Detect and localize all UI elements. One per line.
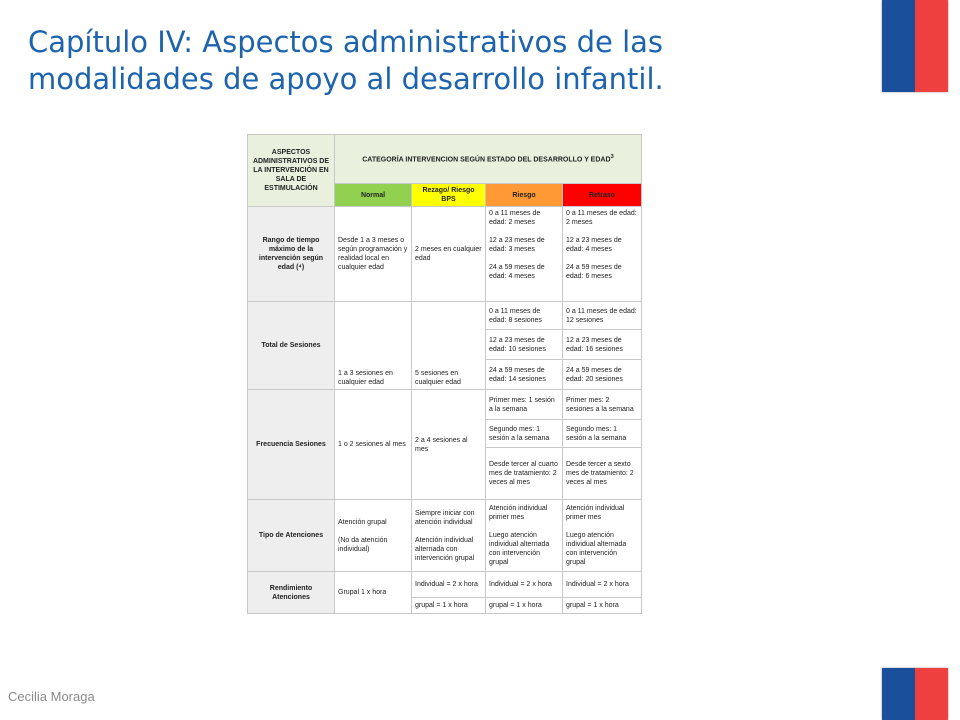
header-categoria-text: CATEGORÍA INTERVENCION SEGÚN ESTADO DEL DESARROLLO Y EDAD bbox=[362, 156, 611, 164]
row-label-tipo: Tipo de Atenciones bbox=[248, 500, 335, 572]
flag-logo-bottom bbox=[882, 668, 948, 720]
frecuencia-riesgo-2: Segundo mes: 1 sesión a la semana bbox=[486, 420, 563, 448]
table-row bbox=[248, 572, 642, 598]
sesiones-normal: 1 a 3 sesiones en cualquier edad bbox=[335, 302, 412, 390]
header-categoria-sup: 3 bbox=[610, 154, 614, 161]
rango-retraso-1: 0 a 11 meses de edad: 2 meses bbox=[566, 210, 637, 226]
header-riesgo: Riesgo bbox=[486, 184, 563, 207]
sesiones-retraso-3: 24 a 59 meses de edad: 20 sesiones bbox=[563, 360, 642, 390]
flag-red-stripe bbox=[915, 0, 948, 92]
frecuencia-riesgo-3: Desde tercer al cuarto mes de tratamiento: 2 veces al mes bbox=[486, 448, 563, 500]
row-label-sesiones: Total de Sesiones bbox=[248, 302, 335, 390]
table-row bbox=[248, 302, 642, 330]
flag-logo-top bbox=[882, 0, 948, 92]
rendimiento-riesgo-2: grupal = 1 x hora bbox=[486, 598, 563, 614]
frecuencia-rezago: 2 a 4 sesiones al mes bbox=[412, 390, 486, 500]
rendimiento-rezago-2: grupal = 1 x hora bbox=[412, 598, 486, 614]
tipo-retraso-2: Luego atención individual alternada con intervención grupal bbox=[566, 532, 627, 566]
header-normal: Normal bbox=[335, 184, 412, 207]
rango-retraso-3: 24 a 59 meses de edad: 6 meses bbox=[566, 264, 622, 280]
tipo-rezago-1: Siempre iniciar con atención individual bbox=[415, 509, 475, 526]
flag-red-stripe bbox=[915, 668, 948, 720]
row-label-rango: Rango de tiempo máximo de la intervención según edad (⁴) bbox=[248, 207, 335, 302]
rendimiento-retraso-2: grupal = 1 x hora bbox=[563, 598, 642, 614]
frecuencia-normal: 1 o 2 sesiones al mes bbox=[335, 390, 412, 500]
admin-aspects-table bbox=[247, 134, 642, 614]
frecuencia-retraso-3: Desde tercer a sexto mes de tratamiento: 2 veces al mes bbox=[563, 448, 642, 500]
header-retraso: Retraso bbox=[563, 184, 642, 207]
page-title: Capítulo IV: Aspectos administrativos de las modalidades de apoyo al desarrollo infantil. bbox=[28, 25, 664, 96]
header-rezago: Rezago/ Riesgo BPS bbox=[412, 184, 486, 207]
tipo-normal bbox=[335, 500, 412, 572]
tipo-normal-2: (No da atención individual) bbox=[338, 536, 388, 553]
sesiones-riesgo-2: 12 a 23 meses de edad: 10 sesiones bbox=[486, 330, 563, 360]
rango-riesgo-2: 12 a 23 meses de edad: 3 meses bbox=[489, 237, 545, 253]
footer-author: Cecilia Moraga bbox=[8, 689, 95, 704]
row-label-rendimiento: Rendimiento Atenciones bbox=[248, 572, 335, 614]
rango-riesgo bbox=[486, 207, 563, 302]
tipo-rezago bbox=[412, 500, 486, 572]
rendimiento-riesgo-1: Individual = 2 x hora bbox=[486, 572, 563, 598]
table-row bbox=[248, 207, 642, 302]
rango-retraso-2: 12 a 23 meses de edad: 4 meses bbox=[566, 237, 622, 253]
tipo-riesgo-2: Luego atención individual alternada con intervención grupal bbox=[489, 532, 550, 566]
rango-normal: Desde 1 a 3 meses o según programación y realidad local en cualquier edad bbox=[335, 207, 412, 302]
sesiones-rezago: 5 sesiones en cualquier edad bbox=[412, 302, 486, 390]
rendimiento-retraso-1: Individual = 2 x hora bbox=[563, 572, 642, 598]
tipo-rezago-2: Atención individual alternada con intervención grupal bbox=[415, 536, 475, 562]
frecuencia-retraso-2: Segundo mes: 1 sesión a la semana bbox=[563, 420, 642, 448]
table-row bbox=[248, 390, 642, 420]
flag-blue-stripe bbox=[882, 0, 915, 92]
rango-retraso bbox=[563, 207, 642, 302]
tipo-retraso bbox=[563, 500, 642, 572]
sesiones-retraso-1: 0 a 11 meses de edad: 12 sesiones bbox=[563, 302, 642, 330]
tipo-retraso-1: Atención individual primer mes bbox=[566, 505, 625, 521]
sesiones-riesgo-3: 24 a 59 meses de edad: 14 sesiones bbox=[486, 360, 563, 390]
tipo-riesgo-1: Atención individual primer mes bbox=[489, 505, 548, 521]
flag-blue-stripe bbox=[882, 668, 915, 720]
frecuencia-riesgo-1: Primer mes: 1 sesión a la semana bbox=[486, 390, 563, 420]
rango-rezago: 2 meses en cualquier edad bbox=[412, 207, 486, 302]
frecuencia-retraso-1: Primer mes: 2 sesiones a la semana bbox=[563, 390, 642, 420]
rango-riesgo-1: 0 a 11 meses de edad: 2 meses bbox=[489, 210, 541, 226]
header-categoria bbox=[335, 135, 642, 184]
sesiones-riesgo-1: 0 a 11 meses de edad: 8 sesiones bbox=[486, 302, 563, 330]
rendimiento-rezago-1: Individual = 2 x hora bbox=[412, 572, 486, 598]
header-aspectos: ASPECTOS ADMINISTRATIVOS DE LA INTERVENCIÓN EN SALA DE ESTIMULACIÓN bbox=[248, 135, 335, 207]
rendimiento-normal: Grupal 1 x hora bbox=[335, 572, 412, 614]
rango-riesgo-3: 24 a 59 meses de edad: 4 meses bbox=[489, 264, 545, 280]
sesiones-retraso-2: 12 a 23 meses de edad: 16 sesiones bbox=[563, 330, 642, 360]
tipo-normal-1: Atención grupal bbox=[338, 518, 387, 526]
tipo-riesgo bbox=[486, 500, 563, 572]
table-row bbox=[248, 500, 642, 572]
row-label-frecuencia: Frecuencia Sesiones bbox=[248, 390, 335, 500]
